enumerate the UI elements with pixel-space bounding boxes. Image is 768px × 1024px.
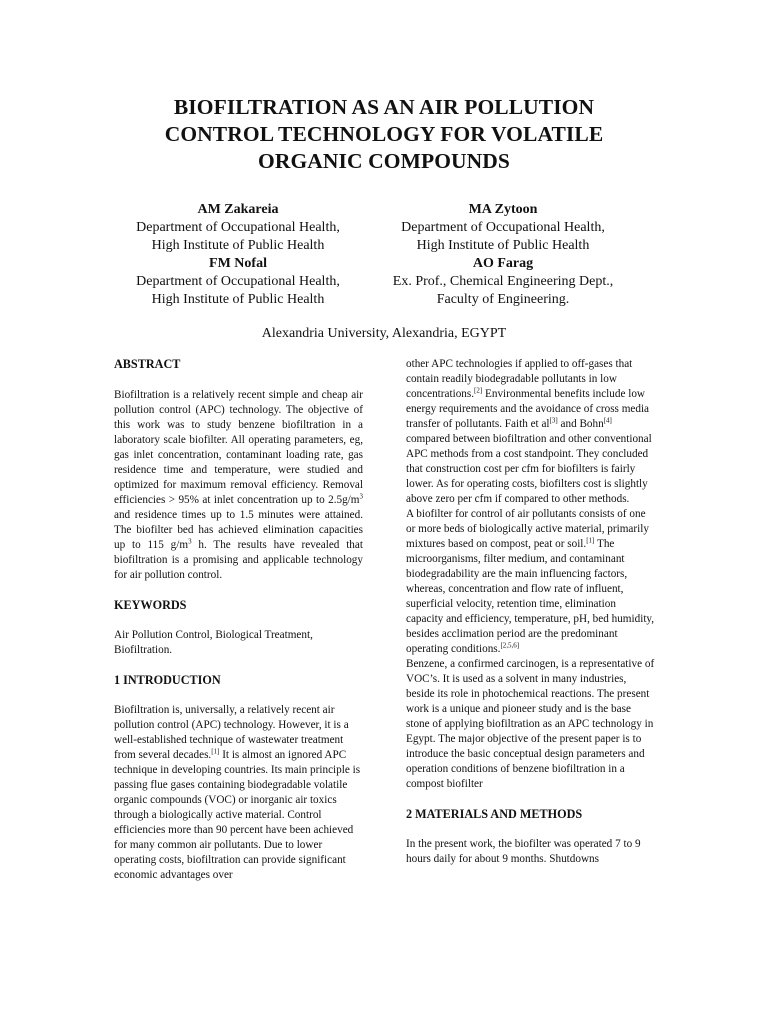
author-name: FM Nofal [209,256,267,271]
abstract-text-part: and residence times up to 1.5 minutes were attained. The biofilter bed has achieved elimination capacities up to 115 g/m [114,509,363,551]
author-name: MA Zytoon [468,202,538,217]
title-line: CONTROL TECHNOLOGY FOR VOLATILE [164,122,604,146]
author-affiliation: Department of Occupational Health, [401,220,605,235]
university-line: Alexandria University, Alexandria, EGYPT [261,326,507,341]
author-name: AM Zakareia [197,202,279,217]
citation: [2] [474,386,483,395]
author-affiliation: Department of Occupational Health, [136,220,340,235]
superscript: 3 [188,537,192,546]
citation: [1] [211,747,220,756]
keywords-text: Air Pollution Control, Biological Treatment, Biofiltration. [114,629,313,656]
citation: [4] [603,416,612,425]
left-column [114,357,363,883]
right-column [406,357,655,867]
author-affiliation: Department of Occupational Health, [136,274,340,289]
keywords-heading: KEYWORDS [114,598,187,612]
paragraph-text-part: compared between biofiltration and other conventional APC methods from a cost standpoint. They concluded that construction cost per cfm for biofilters is fairly lower. As for operating costs, biofilters cost is slightly above zero per cfm if compared to other methods. [406,433,652,505]
introduction-text-part: Biofiltration is, universally, a relatively recent air pollution control (APC) technology. However, it is a well-established technique of wastewater treatment from several decades. [114,704,349,761]
superscript: 3 [359,492,363,501]
citation: [3] [549,416,558,425]
author-affiliation: High Institute of Public Health [151,238,325,253]
paragraph-text-part: other APC technologies if applied to off-gases that contain readily biodegradable pollutants in low concentrations. [406,358,633,400]
methods-text: In the present work, the biofilter was operated 7 to 9 hours daily for about 9 months. Shutdowns [406,838,641,865]
paragraph-text-part: The microorganisms, filter medium, and contaminant biodegradability are the main influencing factors, whereas, concentration and flow rate of influent, superficial velocity, retention time, elimination capacity and efficiency, temperature, pH, bed humidity, besides acclimation period are the predominant operating conditions. [406,538,655,655]
biofilter-paragraph [406,507,655,657]
benzene-paragraph: Benzene, a confirmed carcinogen, is a representative of VOC’s. It is used as a solvent in many industries, beside its role in photochemical reactions. The present work is a unique and pioneer study and is the base stone of applying biofiltration as an APC technology in Egypt. The major objective of the present paper is to introduce the basic conceptual design parameters and operation conditions of benzene biofiltration in a compost biofilter [406,658,655,790]
paragraph-text-part: and Bohn [557,418,604,430]
abstract-text-part: h. The results have revealed that biofiltration is a promising and applicable technology for air pollution control. [114,539,363,581]
author-affiliation: High Institute of Public Health [416,238,590,253]
author-name: AO Farag [472,256,534,271]
author-column-right [353,201,653,309]
paragraph-text-part: Environmental benefits include low energy requirements and the avoidance of cross media transfer of pollutants. Faith et al [406,388,650,430]
citation: [1] [586,536,595,545]
paragraph-text-part: A biofilter for control of air pollutants consists of one or more beds of biologically active material, primarily mixtures based on compost, peat or soil. [406,508,649,550]
introduction-text [114,703,363,883]
abstract-text-part: Biofiltration is a relatively recent simple and cheap air pollution control (APC) technology. The objective of this work was to study benzene biofiltration in a laboratory scale biofilter. All operating parameters, eg, gas inlet concentration, contaminant loading rate, gas residence time and temperature, were studied and optimized for maximum removal efficiency. Removal efficiencies > 95% at inlet concentration up to 2.5g/m [114,389,363,506]
title-line: BIOFILTRATION AS AN AIR POLLUTION [173,95,595,119]
citation: [2,5,6] [500,641,520,650]
intro-continuation-paragraph [406,357,655,507]
title-line: ORGANIC COMPOUNDS [258,149,510,173]
author-column-left [88,201,388,309]
abstract-text [114,388,363,583]
introduction-heading: 1 INTRODUCTION [114,673,221,687]
introduction-text-part: It is almost an ignored APC technique in developing countries. Its main principle is passing flue gases containing biodegradable volatile organic compounds (VOC) or inorganic air toxics through a biologically active material. Control efficiencies more than 90 percent have been achieved for many common air pollutants. Due to lower operating costs, biofiltration can provide significant economic advantages over [114,749,361,881]
author-affiliation: Faculty of Engineering. [436,292,570,307]
paper-title [60,94,708,175]
author-affiliation: Ex. Prof., Chemical Engineering Dept., [392,274,614,289]
methods-heading: 2 MATERIALS AND METHODS [406,807,583,821]
abstract-heading: ABSTRACT [114,357,181,371]
author-affiliation: High Institute of Public Health [151,292,325,307]
